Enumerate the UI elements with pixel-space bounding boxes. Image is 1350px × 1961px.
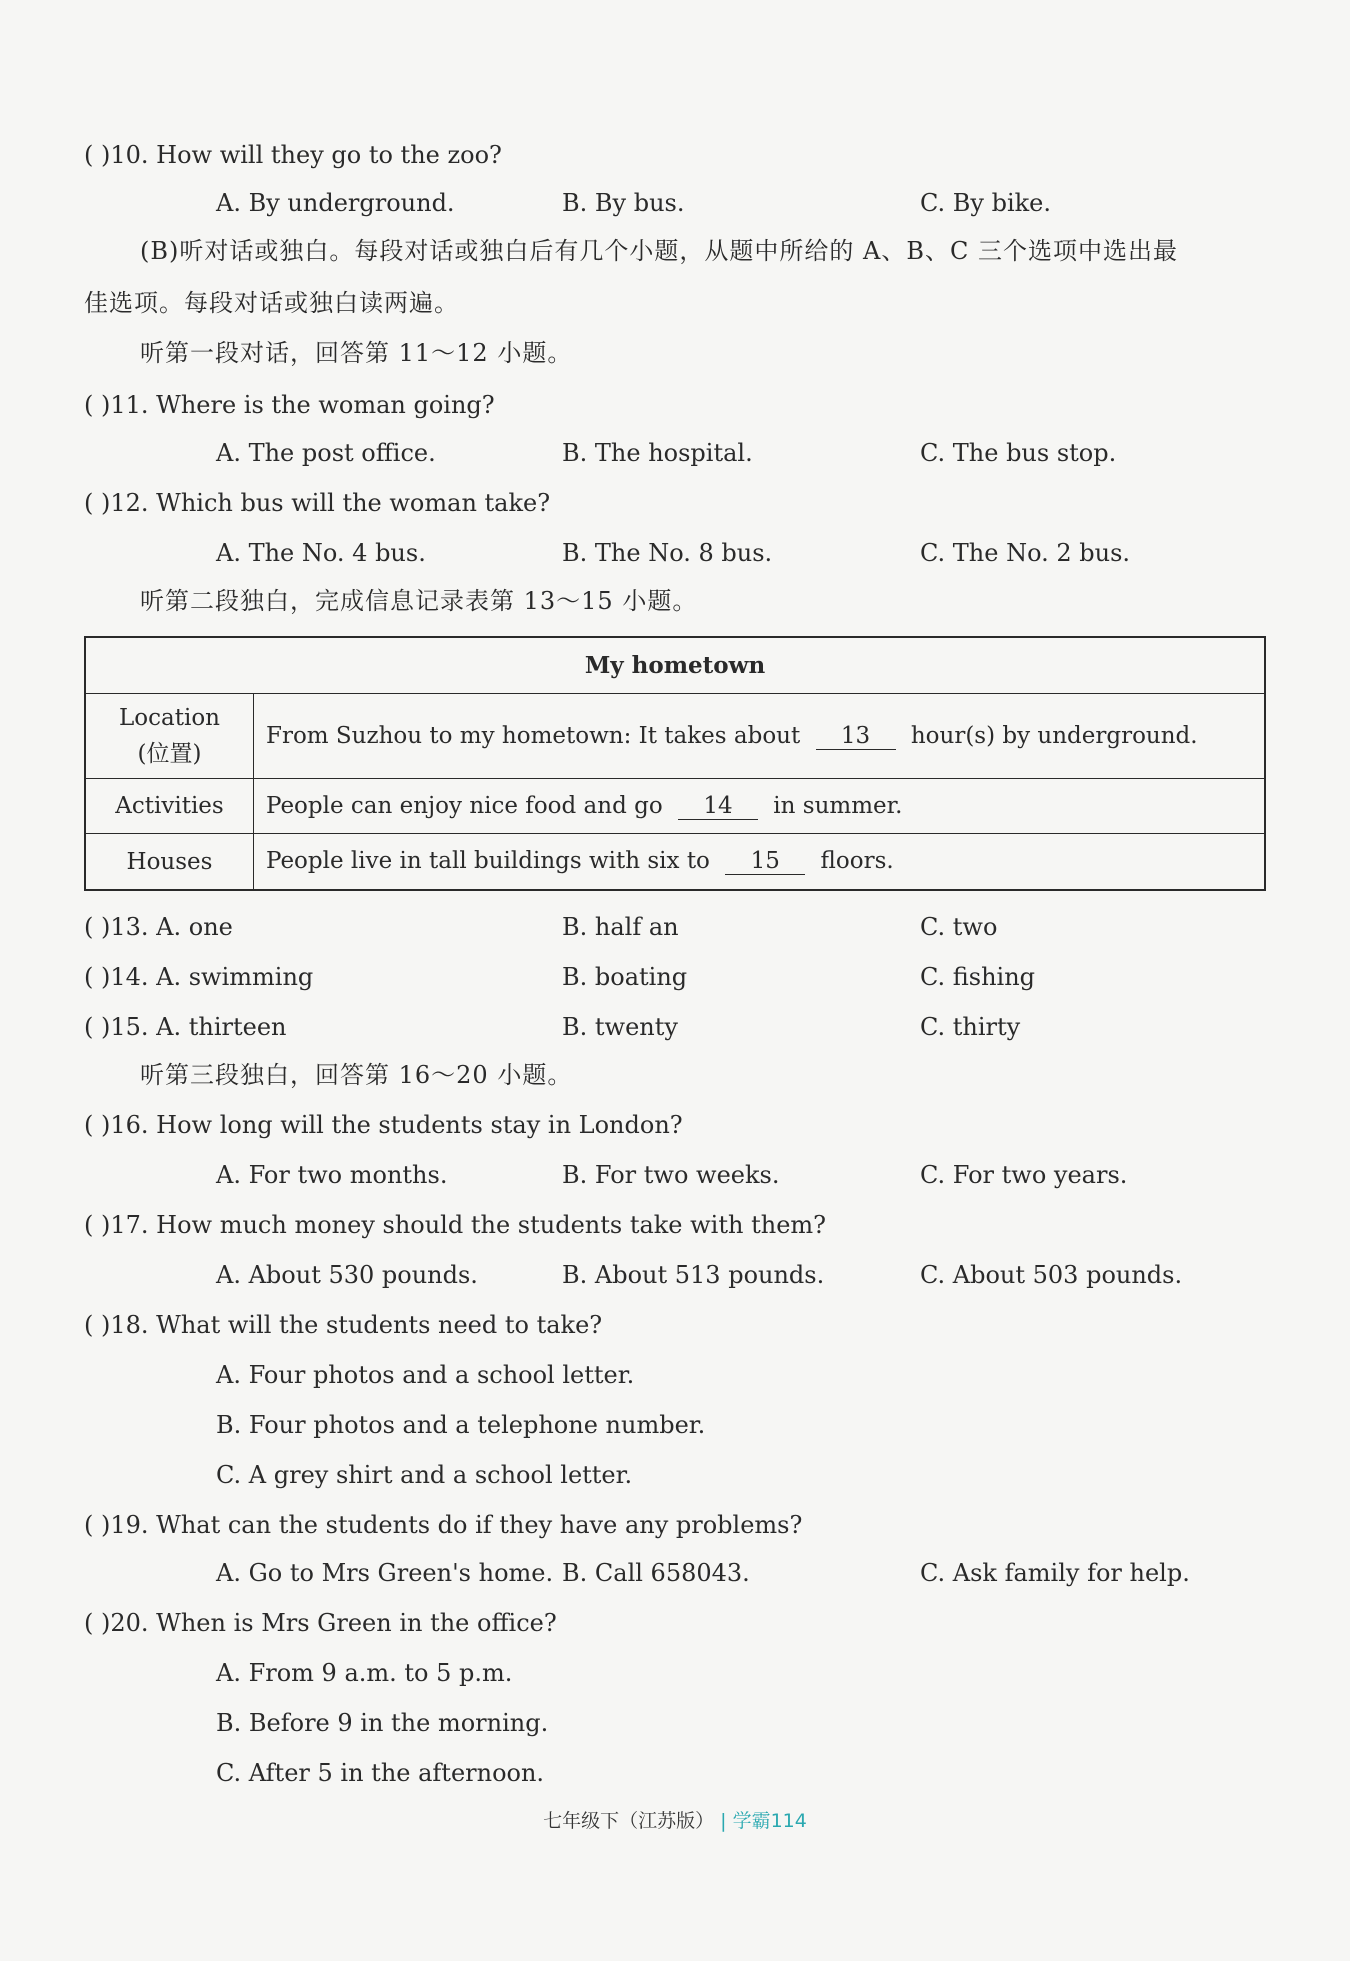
q11-option-c: C. The bus stop. [920,439,1117,467]
question-12: ( )12. Which bus will the woman take? [84,489,551,517]
question-14: ( )14. A. swimming [84,963,314,991]
question-20: ( )20. When is Mrs Green in the office? [84,1609,557,1637]
q16-option-b: B. For two weeks. [562,1161,780,1189]
section-b-instructions-line1: (B)听对话或独白。每段对话或独白后有几个小题，从题中所给的 A、B、C 三个选项中选出最 [140,237,1178,265]
location-text-pre: From Suzhou to my hometown: It takes about [266,722,801,749]
houses-text-post: floors. [820,848,894,874]
question-13: ( )13. A. one [84,913,233,941]
part1-heading: 听第一段对话，回答第 11～12 小题。 [140,339,573,367]
footer-brand: 学霸 [732,1810,771,1832]
question-19: ( )19. What can the students do if they have any problems? [84,1511,803,1539]
row-content-location [254,694,1266,779]
q11-option-a: A. The post office. [216,439,436,467]
q13-option-c: C. two [920,913,998,941]
part2-heading: 听第二段独白，完成信息记录表第 13～15 小题。 [140,587,698,615]
q10-option-a: A. By underground. [216,189,455,217]
q15-option-b: B. twenty [562,1013,678,1041]
q10-option-b: B. By bus. [562,189,685,217]
question-10: ( )10. How will they go to the zoo? [84,141,502,169]
question-16: ( )16. How long will the students stay in London? [84,1111,683,1139]
q12-option-a: A. The No. 4 bus. [216,539,426,567]
location-label-cn: (位置) [137,740,202,767]
question-17: ( )17. How much money should the students take with them? [84,1211,827,1239]
hometown-info-table [84,636,1266,891]
activities-text-pre: People can enjoy nice food and go [266,792,663,819]
q10-option-c: C. By bike. [920,189,1052,217]
table-row [85,834,1265,891]
q13-option-b: B. half an [562,913,679,941]
section-b-instructions-line2: 佳选项。每段对话或独白读两遍。 [84,289,459,317]
q16-option-c: C. For two years. [920,1161,1128,1189]
q17-option-a: A. About 530 pounds. [216,1261,478,1289]
question-18: ( )18. What will the students need to take? [84,1311,603,1339]
q20-option-b: B. Before 9 in the morning. [216,1709,549,1737]
blank-14[interactable]: 14 [678,793,758,820]
q20-option-c: C. After 5 in the afternoon. [216,1759,545,1787]
page-number: 114 [770,1810,807,1832]
location-label: Location [119,704,220,731]
q18-option-b: B. Four photos and a telephone number. [216,1411,706,1439]
q15-option-c: C. thirty [920,1013,1021,1041]
q16-option-a: A. For two months. [216,1161,448,1189]
q14-option-c: C. fishing [920,963,1036,991]
q12-option-b: B. The No. 8 bus. [562,539,773,567]
blank-15[interactable]: 15 [725,848,805,875]
row-label-location [85,694,254,779]
row-label-houses: Houses [85,834,254,891]
q19-option-b: B. Call 658043. [562,1559,750,1587]
row-content-houses [254,834,1266,891]
q18-option-c: C. A grey shirt and a school letter. [216,1461,633,1489]
blank-13[interactable]: 13 [816,723,896,750]
q18-option-a: A. Four photos and a school letter. [216,1361,635,1389]
houses-text-pre: People live in tall buildings with six to [266,848,710,874]
row-content-activities [254,779,1266,834]
footer-separator: | [720,1810,727,1832]
table-row [85,779,1265,834]
page-footer [0,1806,1350,1833]
table-title: My hometown [85,637,1265,694]
q19-option-a: A. Go to Mrs Green's home. [216,1559,554,1587]
footer-grade: 七年级下（江苏版） [543,1810,715,1832]
table-row [85,694,1265,779]
question-15: ( )15. A. thirteen [84,1013,287,1041]
location-text-post: hour(s) by underground. [910,722,1198,749]
q12-option-c: C. The No. 2 bus. [920,539,1131,567]
row-label-activities: Activities [85,779,254,834]
question-11: ( )11. Where is the woman going? [84,391,495,419]
q11-option-b: B. The hospital. [562,439,753,467]
q17-option-b: B. About 513 pounds. [562,1261,825,1289]
q19-option-c: C. Ask family for help. [920,1559,1190,1587]
activities-text-post: in summer. [773,792,903,819]
q20-option-a: A. From 9 a.m. to 5 p.m. [216,1659,513,1687]
q17-option-c: C. About 503 pounds. [920,1261,1183,1289]
part3-heading: 听第三段独白，回答第 16～20 小题。 [140,1061,573,1089]
q14-option-b: B. boating [562,963,688,991]
